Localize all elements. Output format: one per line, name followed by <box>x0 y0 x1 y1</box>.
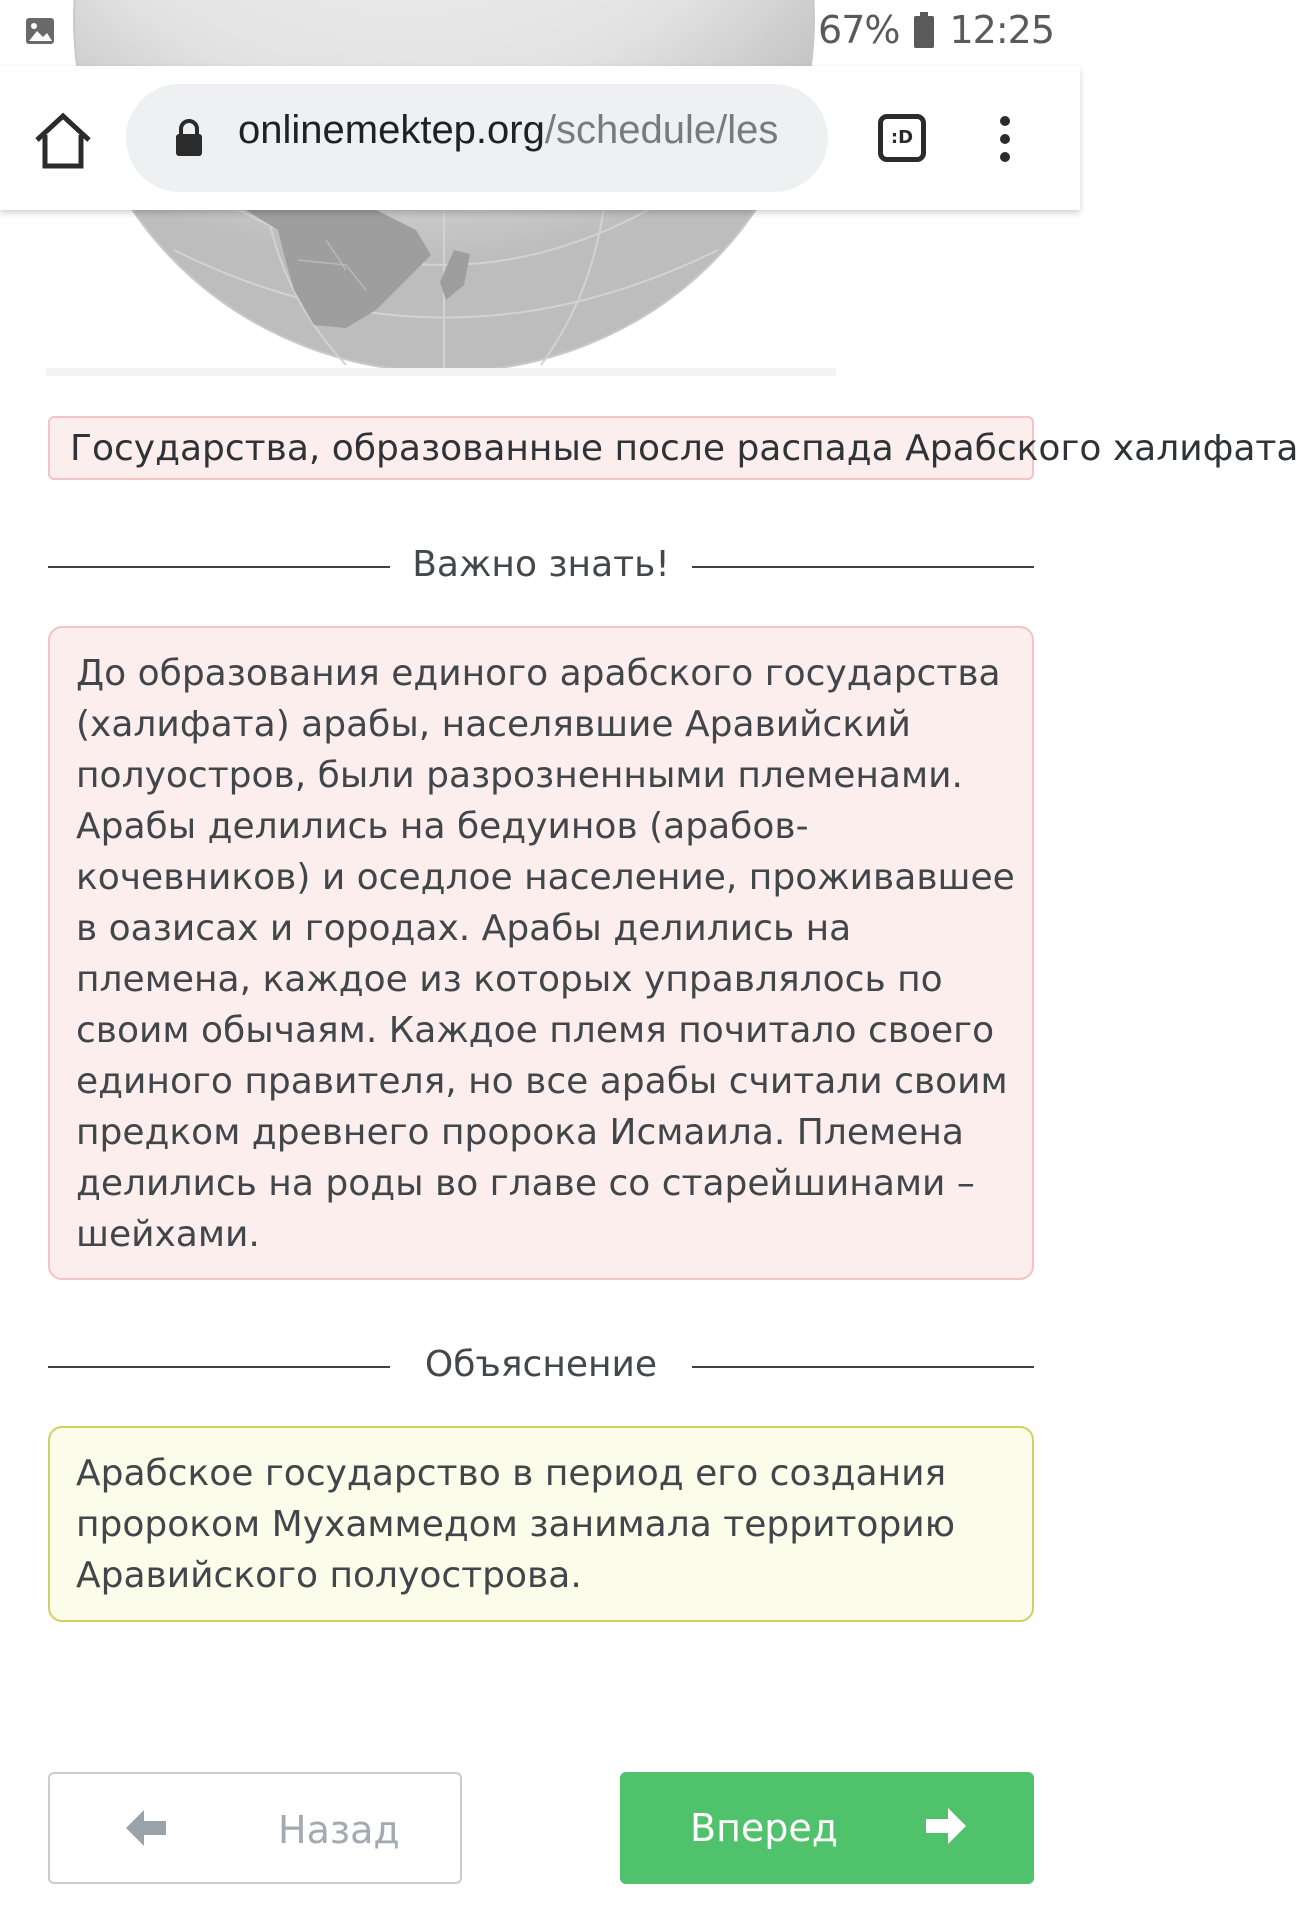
image-divider <box>46 368 836 376</box>
image-caption-box <box>48 416 1298 480</box>
url-text <box>238 108 778 153</box>
clock: 12:25 <box>949 8 1054 52</box>
lock-icon <box>174 118 204 158</box>
important-divider <box>48 540 1034 592</box>
battery-icon <box>913 11 935 49</box>
next-button[interactable] <box>620 1772 1034 1884</box>
arrow-right-icon <box>926 1808 966 1844</box>
important-heading: Важно знать! <box>412 544 670 585</box>
address-bar[interactable] <box>126 84 828 192</box>
url-host: onlinemektep.org <box>238 108 545 152</box>
globe-map-image <box>46 210 836 376</box>
url-path: /schedule/les <box>544 108 779 152</box>
back-button[interactable] <box>48 1772 462 1884</box>
page-content <box>0 210 1298 1920</box>
important-text: До образования единого арабского государства (халифата) арабы, населявшие Аравийский полуостров, были разрозненными племенами. Арабы делились на бедуинов (арабов-кочевников) и оседлое население, проживавшее в оазисах и городах. Арабы делились на племена, каждое из которых управлялось по своим обычаям. Каждое племя почитало своего единого правителя, но все арабы считали своим предком древнего пророка Исмаила. Племена делились на роды во главе со старейшинами – шейхами. <box>76 653 1015 1255</box>
important-info-box <box>48 626 1034 1280</box>
explanation-box <box>48 1426 1034 1622</box>
browser-toolbar <box>0 66 1080 210</box>
arrow-left-icon <box>126 1810 166 1846</box>
explanation-heading: Объяснение <box>424 1344 658 1385</box>
battery-percent: 67% <box>818 8 900 52</box>
more-menu-icon[interactable] <box>990 114 1020 164</box>
image-caption: Государства, образованные после распада Арабского халифата <box>70 428 1298 469</box>
next-button-label: Вперед <box>690 1806 839 1850</box>
explanation-text: Арабское государство в период его создания пророком Мухаммедом занимала территорию Аравийского полуострова. <box>76 1453 956 1596</box>
home-icon[interactable] <box>32 110 94 172</box>
back-button-label: Назад <box>278 1808 400 1852</box>
explanation-divider <box>48 1340 1034 1392</box>
gallery-icon <box>24 16 56 46</box>
tab-switcher-button[interactable]: :D <box>878 114 926 162</box>
